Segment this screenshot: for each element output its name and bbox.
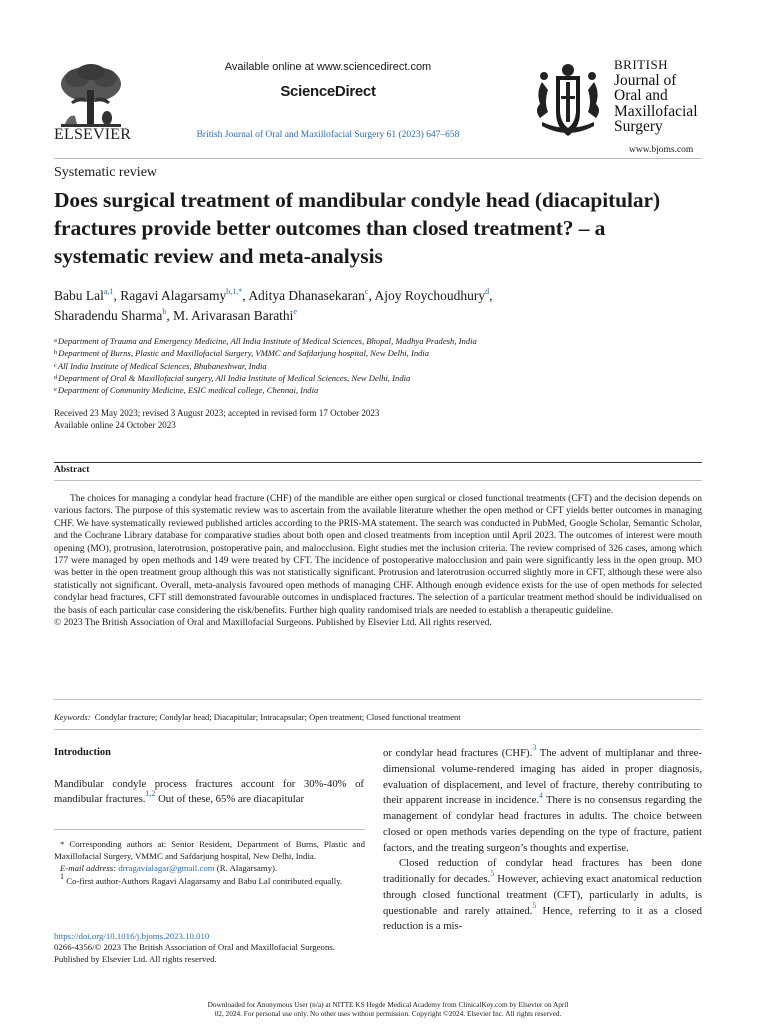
keywords-rule [54,729,702,730]
email-note [54,862,365,874]
affiliation-text: Department of Community Medicine, ESIC medical college, Chennai, India [57,385,319,396]
download-footer [100,1000,676,1018]
publisher-name: ELSEVIER [54,126,132,143]
author-separator: , [166,308,174,323]
footer-line: Downloaded for Anonymous User (n/a) at NITTE KS Hegde Medical Academy from ClinicalKey.com by Elsevier on April [207,1000,569,1009]
issn-copyright: 0266-4356/© 2023 The British Association of Oral and Maxillofacial Surgeons. Published by Elsevier Ltd. All rights reserved. [54,942,335,965]
keywords-text: Condylar fracture; Condylar head; Diacapitular; Intracapsular; Open treatment; Closed functional treatment [94,712,461,722]
journal-citation-link[interactable]: British Journal of Oral and Maxillofacial Surgery 61 (2023) 647–658 [196,130,460,140]
email-link[interactable]: drragavialagar@gmail.com [118,863,215,874]
footer-line: 02, 2024. For personal use only. No other uses without permission. Copyright ©2024. Elsevier Inc. All rights reserved. [214,1009,562,1018]
citation-ref[interactable]: 5 [532,900,537,910]
citation-ref[interactable]: 3 [532,743,537,753]
body-text: or condylar head fractures (CHF). [383,747,533,759]
journal-title-line1: BRITISH [614,57,669,72]
journal-title-line5: Surgery [614,118,663,135]
author-separator: , [489,288,493,303]
author-affiliation-mark[interactable]: e [293,306,297,316]
intro-text: Mandibular condyle process fractures account for 30%-40% of mandibular fractures. [54,778,364,805]
journal-title-line3: Oral and [614,87,668,104]
citation-ref[interactable]: 1,2 [145,789,156,799]
author-list [54,286,714,326]
footnote-rule [54,829,365,830]
journal-title-block [614,57,698,135]
body-text: Hence, referring to it as a closed reduction is a mis- [383,904,702,933]
abstract-heading-rule [54,480,702,481]
author-affiliation-mark[interactable]: a,1 [103,286,114,296]
abstract-copyright: © 2023 The British Association of Oral and Maxillofacial Surgeons. Published by Elsevier Ltd. All rights reserved. [54,618,492,629]
journal-url[interactable]: www.bjoms.com [629,145,694,155]
introduction-heading: Introduction [54,747,111,758]
corresponding-author-note: * Corresponding authors at: Senior Resident, Department of Burns, Plastic and Maxillofacial Surgery, VMMC and Safdarjung hospital, New Delhi, India. [54,839,365,862]
journal-title-line2: Journal of [614,71,677,89]
affiliation-item [54,372,714,384]
intro-text: Out of these, 65% are diacapitular [155,793,305,805]
affiliation-text: Department of Oral & Maxillofacial surgery, All India Institute of Medical Sciences, New Delhi, India [58,372,411,383]
abstract-body [54,493,702,629]
bjoms-crest-logo [528,62,608,146]
affiliation-item [54,384,714,396]
author-affiliation-mark[interactable]: d [485,286,490,296]
affiliation-text: Department of Trauma and Emergency Medicine, All India Institute of Medical Sciences, Bhopal, Madhya Pradesh, India [57,336,477,346]
author-name: Sharadendu Sharma [54,308,163,323]
body-text: However, achieving exact anatomical reduction through closed functional treatment (CFT), particularly in adults, is questionable and rarely attained. [383,873,702,917]
email-suffix: (R. Alagarsamy). [214,863,278,874]
article-title: Does surgical treatment of mandibular condyle head (diacapitular) fractures provide better outcomes than closed treatment? – a systematic review and meta-analysis [54,188,661,268]
abstract-heading: Abstract [54,465,90,475]
available-online-date: Available online 24 October 2023 [54,419,176,430]
co-first-mark: 1 [60,871,64,881]
keywords-line: Keywords: Condylar fracture; Condylar head; Diacapitular; Intracapsular; Open treatment; Closed functional treatment [54,712,461,722]
affiliation-item [54,335,714,347]
right-column-body [383,743,702,935]
header-divider [54,158,702,159]
body-paragraph [383,743,702,856]
available-online-text: Available online at www.sciencedirect.com [224,61,432,73]
affiliation-letter: b [54,349,58,357]
abstract-bottom-rule [54,699,702,700]
affiliation-text: All India Institute of Medical Sciences, Bhubaneshwar, India [57,360,267,371]
author-separator: , [242,288,249,303]
author-name: Aditya Dhanasekaran [248,288,365,303]
body-text: The advent of multiplanar and three-dimensional volume-rendered imaging has aided in proper diagnosis, evaluation of displacement, and level of fracture, thereby contributing to their apparent increase in incidence. [383,747,702,807]
abstract-top-rule [54,462,702,463]
affiliation-letter: e [54,386,57,394]
abstract-paragraph: The choices for managing a condylar head fracture (CHF) of the mandible are either open surgical or closed functional treatments (CFT) and the decision depends on various factors. The purpose of this systematic review was to ascertain from the available literature whether the open method or CFT yields better outcomes in managing CHF. We have systematically reviewed published articles according to the PRIS-MA statement. The search was conducted in PubMed, Google Scholar, Semantic Scholar, and the Cochrane Library database for comparative studies about both open and closed treatments from inception until April 2023. The outcomes of interest were mouth opening (MO), protrusion, laterotrusion, postoperative pain, and malocclusion. Eight studies met the inclusion criteria. The review comprised of 326 cases, among which 177 were managed by open methods and 149 were treated by CFT. The incidence of postoperative malocclusion and pain were significantly less in the open group. MO was better in the open treatment group although this was not statistically significant. Protrusion and laterotrusion occurred slightly more in CFT, although these were also statistically not significant. Overall, meta-analysis favoured open methods of managing CHF. Although enough evidence exists for the use of open methods for selected condylar head fractures, CFT still demonstrated favourable outcomes in undisplaced fractures. The selection of a particular treatment method should be individualised on the basis of each particular case considering the risk/benefits. Further high quality randomised trials are needed to establish a therapeutic guideline. [54,494,702,616]
co-first-text: Co-first author-Authors Ragavi Alagarsamy and Babu Lal contributed equally. [64,875,343,886]
sciencedirect-brand[interactable]: ScienceDirect [280,83,376,100]
affiliation-letter: c [54,361,57,369]
affiliation-item [54,360,714,372]
co-first-note [54,871,365,887]
email-label: E-mail address: [60,863,117,874]
doi-link[interactable]: https://doi.org/10.1016/j.bjoms.2023.10.010 [54,931,210,941]
author-affiliation-mark[interactable]: c [364,286,369,296]
body-paragraph [383,856,702,935]
keywords-label: Keywords [54,712,88,722]
author-affiliation-mark[interactable]: b [162,306,167,316]
introduction-paragraph [54,777,364,807]
journal-title-line4: Maxillofacial [614,102,698,120]
affiliation-list [54,335,714,396]
affiliation-letter: a [54,337,57,344]
affiliation-letter: d [54,373,58,381]
affiliation-item [54,347,714,359]
author-name: Ragavi Alagarsamy [120,288,227,303]
author-name: M. Arivarasan Barathi [173,308,294,323]
article-history [54,408,714,431]
citation-ref[interactable]: 4 [539,790,544,800]
received-dates: Received 23 May 2023; revised 3 August 2023; accepted in revised form 17 October 2023 [54,408,380,418]
author-name: Ajoy Roychoudhury [374,288,486,303]
author-separator: , [113,288,121,303]
author-name: Babu Lal [54,288,104,303]
affiliation-text: Department of Burns, Plastic and Maxillofacial Surgery, VMMC and Safdarjung hospital, New Delhi, India [58,348,430,359]
body-text: There is no consensus regarding the management of condylar head fractures in adults. The choice between closed or open methods varies depending on the type of fracture, patient factors, and the treating surgeon’s thoughts and expertise. [383,794,702,854]
citation-ref[interactable]: 5 [490,869,495,879]
author-affiliation-mark[interactable]: b,1,* [226,286,243,296]
body-text: Closed reduction of condylar head fractures has been done traditionally for decades. [383,857,702,885]
author-separator: , [368,288,375,303]
footnotes [54,838,365,887]
article-type: Systematic review [54,165,158,180]
